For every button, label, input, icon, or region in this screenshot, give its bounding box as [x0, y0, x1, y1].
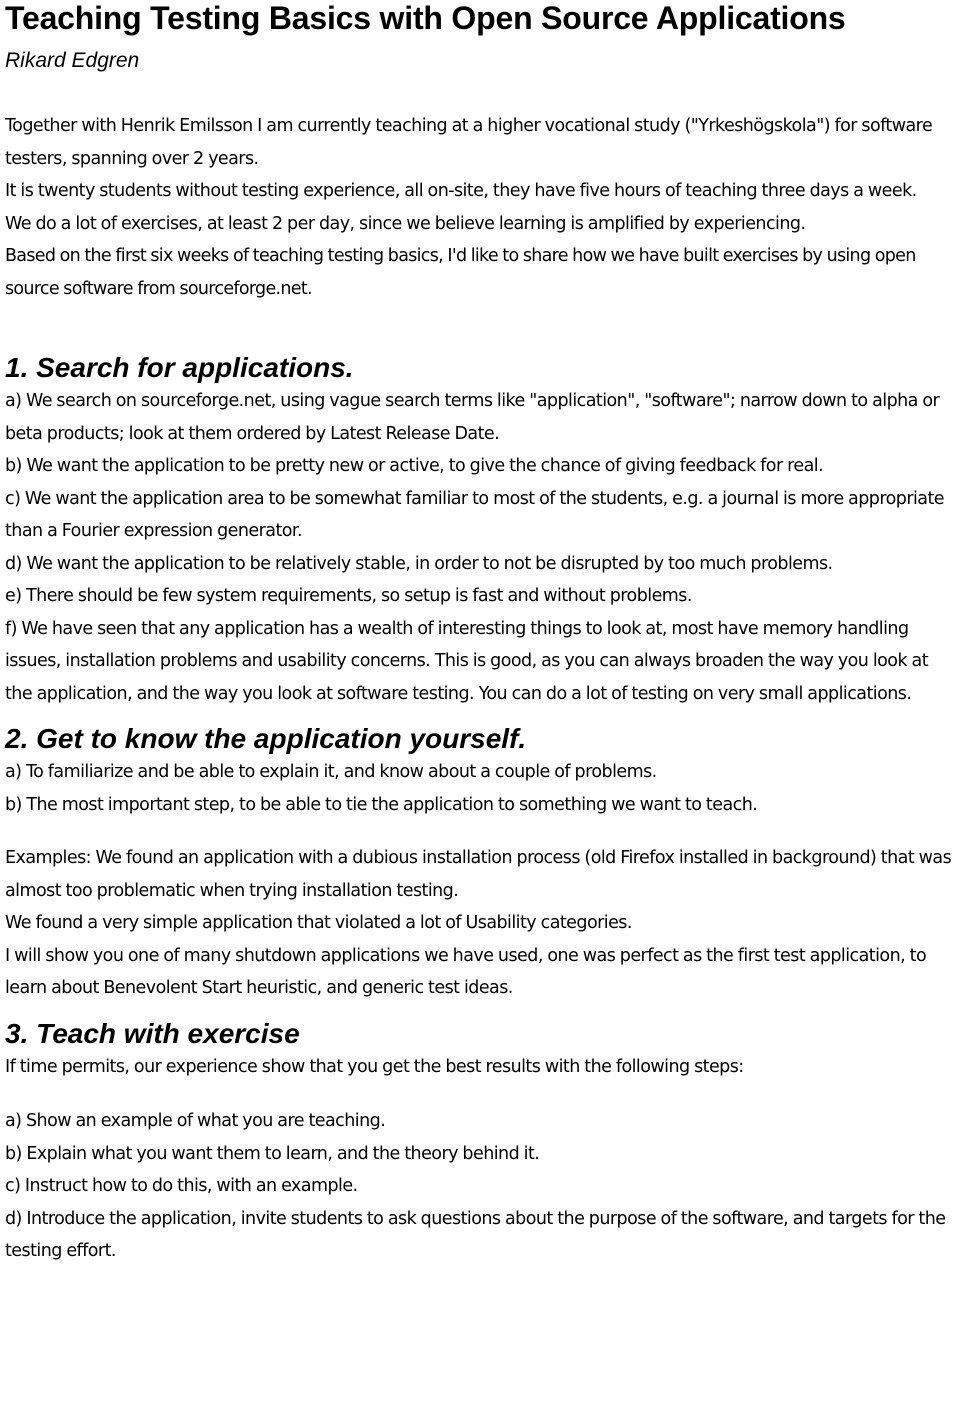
list-item: d) We want the application to be relatively stable, in order to not be disrupted by too much problems.: [5, 553, 833, 574]
intro-paragraph: Together with Henrik Emilsson I am currently teaching at a higher vocational study ("Yrkeshögskola") for software testers, spanning over 2 years.: [5, 116, 933, 169]
examples-block: [5, 842, 957, 1005]
section-2-list: [5, 756, 957, 821]
section-heading: 3. Teach with exercise: [5, 1017, 300, 1049]
section-intro: If time permits, our experience show that you get the best results with the following steps:: [5, 1056, 744, 1077]
document-page: [5, 0, 957, 1268]
list-item: a) To familiarize and be able to explain it, and know about a couple of problems.: [5, 762, 657, 782]
example-paragraph: I will show you one of many shutdown applications we have used, one was perfect as the first test application, to learn about Benevolent Start heuristic, and generic test ideas.: [5, 945, 927, 998]
intro-paragraph: We do a lot of exercises, at least 2 per day, since we believe learning is amplified by experiencing.: [5, 213, 806, 234]
list-item: c) We want the application area to be somewhat familiar to most of the students, e.g. a journal is more appropriate than a Fourier expression generator.: [5, 488, 944, 541]
section-heading: 1. Search for applications.: [5, 352, 354, 383]
section-heading: 2. Get to know the application yourself.: [5, 723, 527, 754]
document-title: Teaching Testing Basics with Open Source Applications: [5, 0, 846, 36]
list-item: f) We have seen that any application has a wealth of interesting things to look at, most have memory handling issues, installation problems and usability concerns. This is good, as you can always broaden the way you look at the application, and the way you look at software testing. You can do a lot of testing on very small applications.: [5, 618, 929, 704]
example-paragraph: Examples: We found an application with a dubious installation process (old Firefox installed in background) that was almost too problematic when trying installation testing.: [5, 848, 952, 901]
list-item: d) Introduce the application, invite students to ask questions about the purpose of the software, and targets for the testing effort.: [5, 1208, 946, 1261]
list-item: b) Explain what you want them to learn, and the theory behind it.: [5, 1143, 540, 1164]
section-3-list: [5, 1105, 957, 1268]
intro-paragraph: It is twenty students without testing experience, all on-site, they have five hours of teaching three days a week.: [5, 181, 917, 201]
list-item: b) We want the application to be pretty new or active, to give the chance of giving feedback for real.: [5, 456, 824, 476]
intro-block: [5, 110, 957, 305]
list-item: c) Instruct how to do this, with an example.: [5, 1176, 358, 1196]
list-item: a) Show an example of what you are teaching.: [5, 1111, 386, 1131]
section-1-list: [5, 385, 957, 710]
example-paragraph: We found a very simple application that violated a lot of Usability categories.: [5, 913, 632, 933]
list-item: b) The most important step, to be able to tie the application to something we want to teach.: [5, 794, 758, 815]
intro-paragraph: Based on the first six weeks of teaching testing basics, I'd like to share how we have built exercises by using open source software from sourceforge.net.: [5, 246, 916, 299]
author-name: Rikard Edgren: [5, 49, 140, 72]
list-item: a) We search on sourceforge.net, using vague search terms like "application", "software"; narrow down to alpha or beta products; look at them ordered by Latest Release Date.: [5, 391, 940, 444]
list-item: e) There should be few system requirements, so setup is fast and without problems.: [5, 586, 692, 606]
